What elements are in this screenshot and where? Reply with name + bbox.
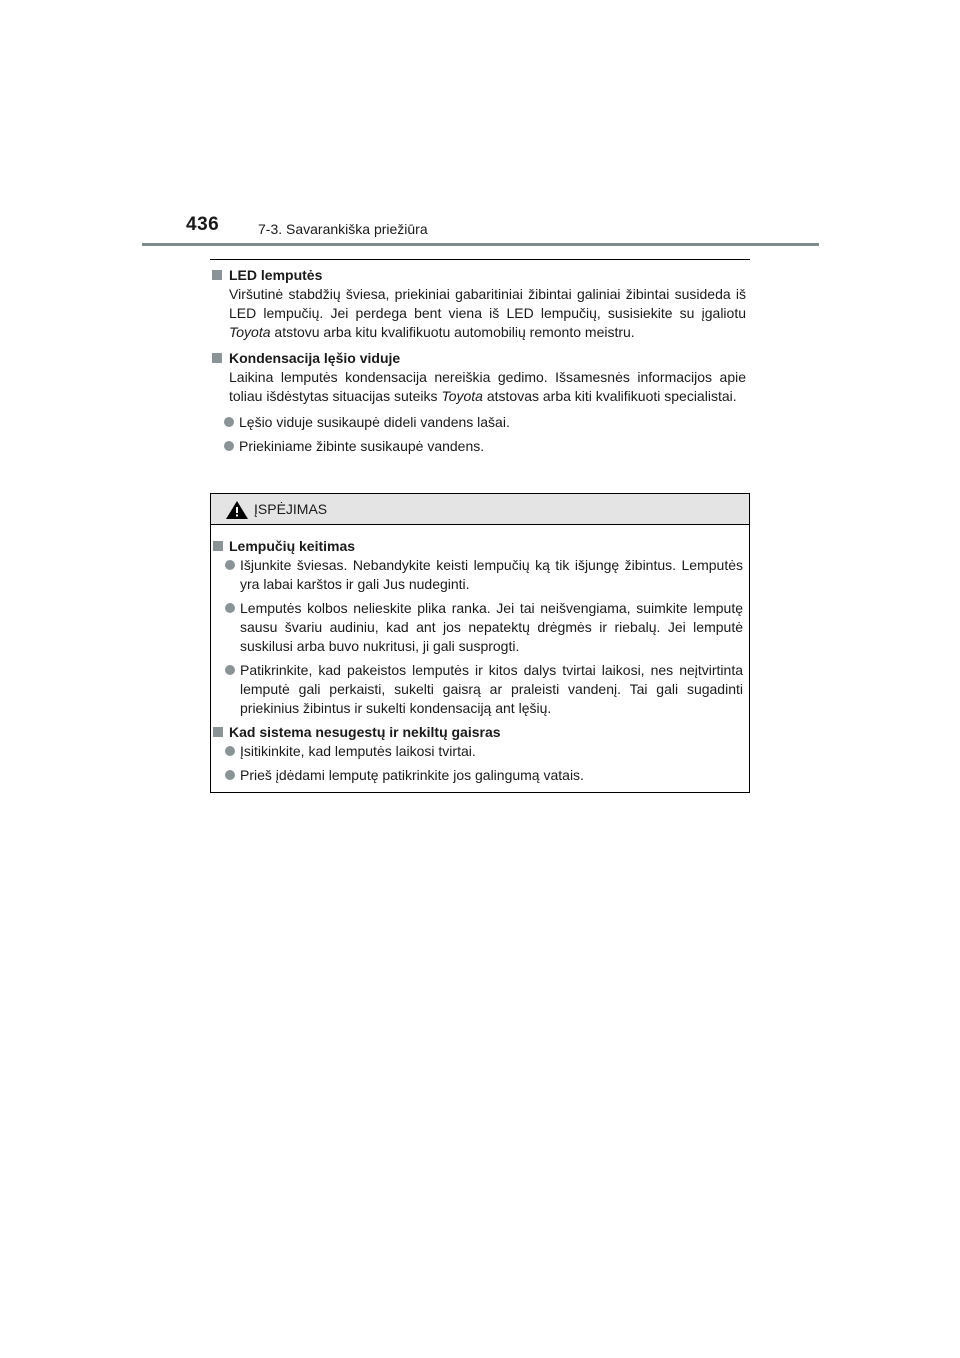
list-item-text: Lęšio viduje susikaupė dideli vandens lašai. xyxy=(239,414,510,430)
round-bullet-icon xyxy=(225,770,235,780)
section-heading-condensation xyxy=(210,349,750,368)
warning-header xyxy=(211,494,749,525)
warning-list-item xyxy=(211,556,743,594)
list-item-text: Įsitikinkite, kad lemputės laikosi tvirtai. xyxy=(240,743,476,759)
warning-group-title: Kad sistema nesugestų ir nekiltų gaisras xyxy=(229,724,501,740)
list-item-text: Išjunkite šviesas. Nebandykite keisti lempučių ką tik išjungę žibintus. Lemputės yra labai karštos ir gali Jus nudeginti. xyxy=(240,557,743,592)
section-heading-led xyxy=(210,266,750,285)
square-bullet-icon xyxy=(212,270,222,280)
warning-title: ĮSPĖJIMAS xyxy=(254,501,328,517)
section-paragraph-led xyxy=(229,285,746,342)
paragraph-text: Laikina lemputės kondensacija nereiškia gedimo. Išsamesnės informacijos apie toliau išdėstytas situacijas suteiks xyxy=(229,369,746,404)
round-bullet-icon xyxy=(225,665,235,675)
list-item-text: Patikrinkite, kad pakeistos lemputės ir kitos dalys tvirtai laikosi, nes neįtvirtinta lemputė gali perkaisti, sukelti gaisrą ar praleisti vandenį. Tai gali sugadinti priekinius žibintus ir sukelti kondensaciją ant lęšių. xyxy=(240,662,743,716)
brand-name: Toyota xyxy=(441,388,483,404)
list-item-text: Priekiniame žibinte susikaupė vandens. xyxy=(239,438,485,454)
warning-triangle-icon xyxy=(226,501,248,519)
warning-list-item xyxy=(211,766,743,785)
section-paragraph-condensation xyxy=(229,368,746,406)
warning-group-heading xyxy=(211,723,744,742)
list-item-text: Prieš įdėdami lemputę patikrinkite jos galingumą vatais. xyxy=(240,767,584,783)
section-heading-text: Kondensacija lęšio viduje xyxy=(229,350,401,366)
page-header xyxy=(186,214,746,244)
round-bullet-icon xyxy=(225,560,235,570)
square-bullet-icon xyxy=(213,727,223,737)
list-item-text: Lemputės kolbos nelieskite plika ranka. Jei tai neišvengiama, suimkite lemputę sausu švariu audiniu, kad ant jos nepatektų drėgmės ir riebalų. Jei lemputė suskilusi arba buvo nukritusi, ji gali susprogti. xyxy=(240,600,743,654)
list-item xyxy=(210,437,750,456)
round-bullet-icon xyxy=(224,441,234,451)
warning-box xyxy=(210,493,750,793)
header-divider xyxy=(142,243,819,246)
list-item xyxy=(210,413,750,432)
warning-group-title: Lempučių keitimas xyxy=(229,538,356,554)
warning-group-heading xyxy=(211,537,744,556)
section-heading-text: LED lemputės xyxy=(229,267,323,283)
square-bullet-icon xyxy=(213,541,223,551)
warning-list-item xyxy=(211,742,743,761)
paragraph-text: Viršutinė stabdžių šviesa, priekiniai gabaritiniai žibintai galiniai žibintai susideda iš LED lempučių. Jei perdega bent viena iš LED lempučių, susisiekite su įgaliotu xyxy=(229,286,746,321)
main-content xyxy=(210,266,750,459)
square-bullet-icon xyxy=(212,353,222,363)
page-number: 436 xyxy=(186,214,220,235)
round-bullet-icon xyxy=(225,603,235,613)
brand-name: Toyota xyxy=(229,324,271,340)
warning-body xyxy=(211,525,749,785)
paragraph-text: atstovu arba kitu kvalifikuotu automobilių remonto meistru. xyxy=(270,324,635,340)
warning-list-item xyxy=(211,599,743,656)
section-title: 7-3. Savarankiška priežiūra xyxy=(258,221,428,237)
round-bullet-icon xyxy=(225,746,235,756)
round-bullet-icon xyxy=(224,417,234,427)
warning-list-item xyxy=(211,661,743,718)
paragraph-text: atstovas arba kiti kvalifikuoti specialistai. xyxy=(482,388,737,404)
content-divider xyxy=(210,259,750,260)
